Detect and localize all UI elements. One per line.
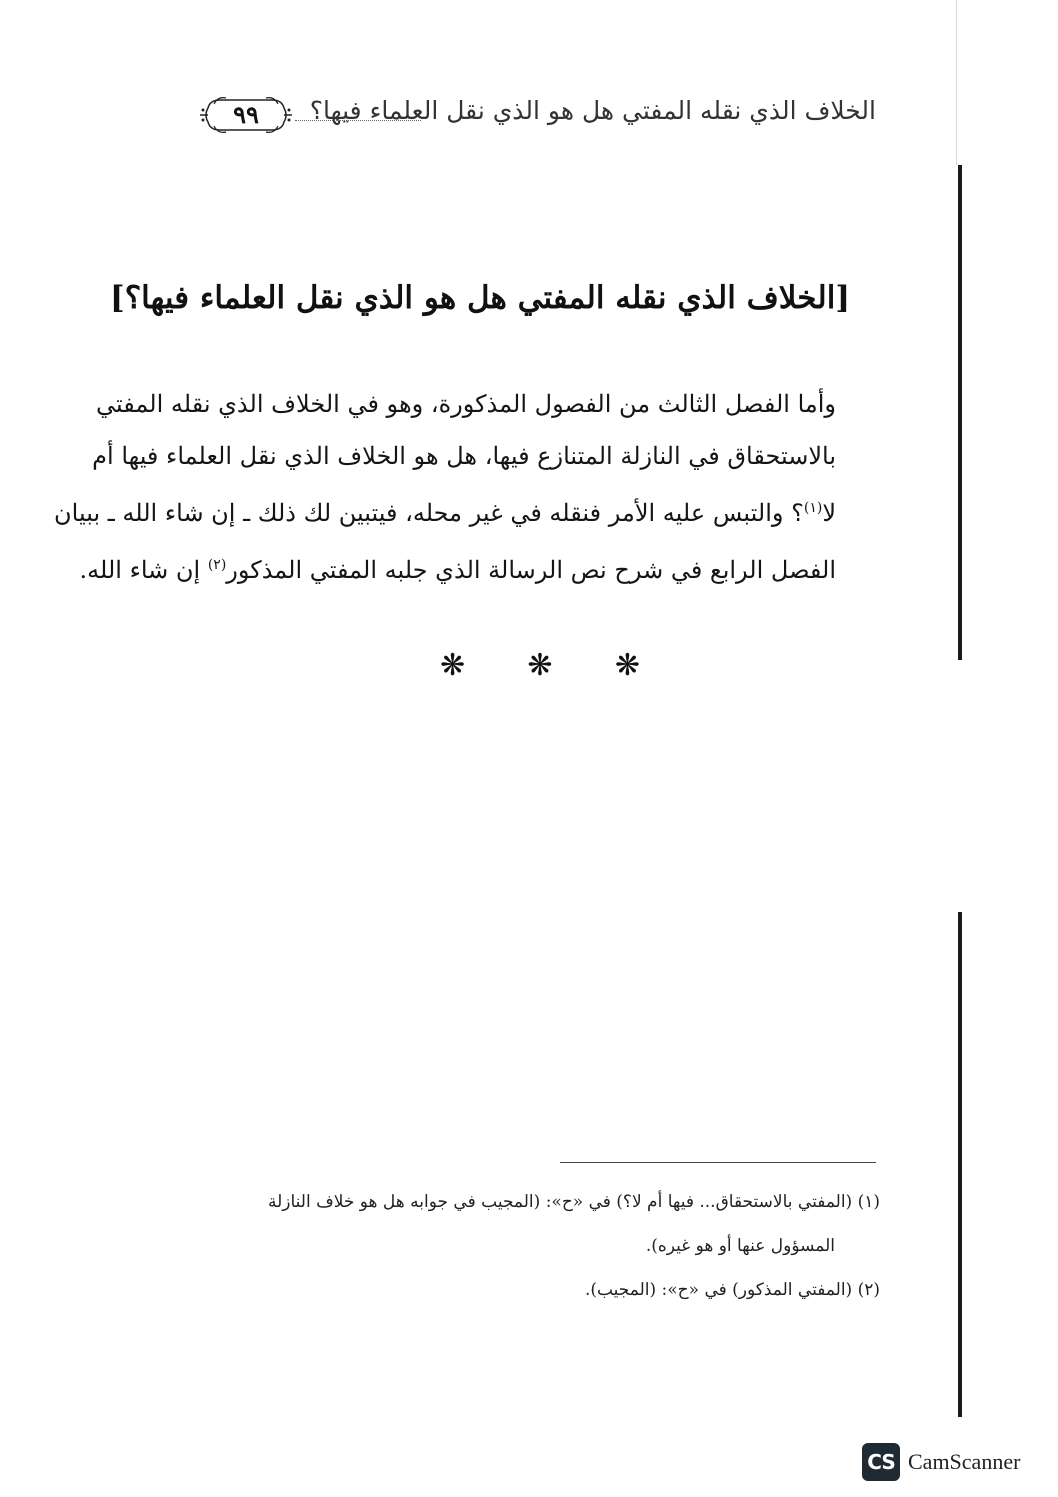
body-line [79,539,836,596]
body-line: بالاستحقاق في النازلة المتنازع فيها، هل هو الخلاف الذي نقل العلماء فيها أم [92,442,836,470]
star-icon: ❋ [440,648,466,683]
star-icon: ❋ [614,648,640,683]
footnotes [190,1180,880,1312]
section-title: [الخلاف الذي نقله المفتي هل هو الذي نقل العلماء فيها؟] [110,280,850,316]
running-header [200,92,876,142]
page-number: ٩٩ [233,100,259,129]
star-icon: ❋ [527,648,553,683]
footnote-1: (١) (المفتي بالاستحقاق... فيها أم لا؟) في «ح»: (المجيب في جوابه هل هو خلاف النازلة [267,1192,880,1212]
camscanner-logo-icon: CS [862,1443,900,1481]
footnote-marker: (١) [803,500,823,516]
scan-edge-shadow-bottom [958,912,962,1417]
camscanner-watermark [862,1442,1020,1482]
body-text-fragment: ؟ والتبس عليه الأمر فنقله في غير محله، فيتبين لك ذلك ـ إن شاء الله ـ ببيان [54,499,804,527]
running-header-title: الخلاف الذي نقله المفتي هل هو الذي نقل العلماء فيها؟ [309,96,876,125]
body-text-fragment: إن شاء الله. [79,556,208,584]
footnote-marker: (٢) [207,557,227,573]
section-separator [440,648,640,688]
body-line: وأما الفصل الثالث من الفصول المذكورة، وهو في الخلاف الذي نقله المفتي [96,390,836,418]
page-number-ornament [200,92,292,138]
footnote-1-continuation: المسؤول عنها أو هو غيره). [645,1236,835,1256]
body-paragraph [54,378,836,596]
body-line [54,482,836,539]
scan-edge-shadow-top [958,165,962,660]
footnote-2: (٢) (المفتي المذكور) في «ح»: (المجيب). [584,1280,880,1300]
header-dotted-rule [295,120,421,121]
camscanner-brand-text: CamScanner [908,1449,1021,1474]
body-text-fragment: الفصل الرابع في شرح نص الرسالة الذي جلبه المفتي المذكور [226,556,836,584]
footnote-rule [560,1162,876,1163]
body-text-fragment: لا [822,499,836,527]
scan-edge-faint [956,0,957,165]
